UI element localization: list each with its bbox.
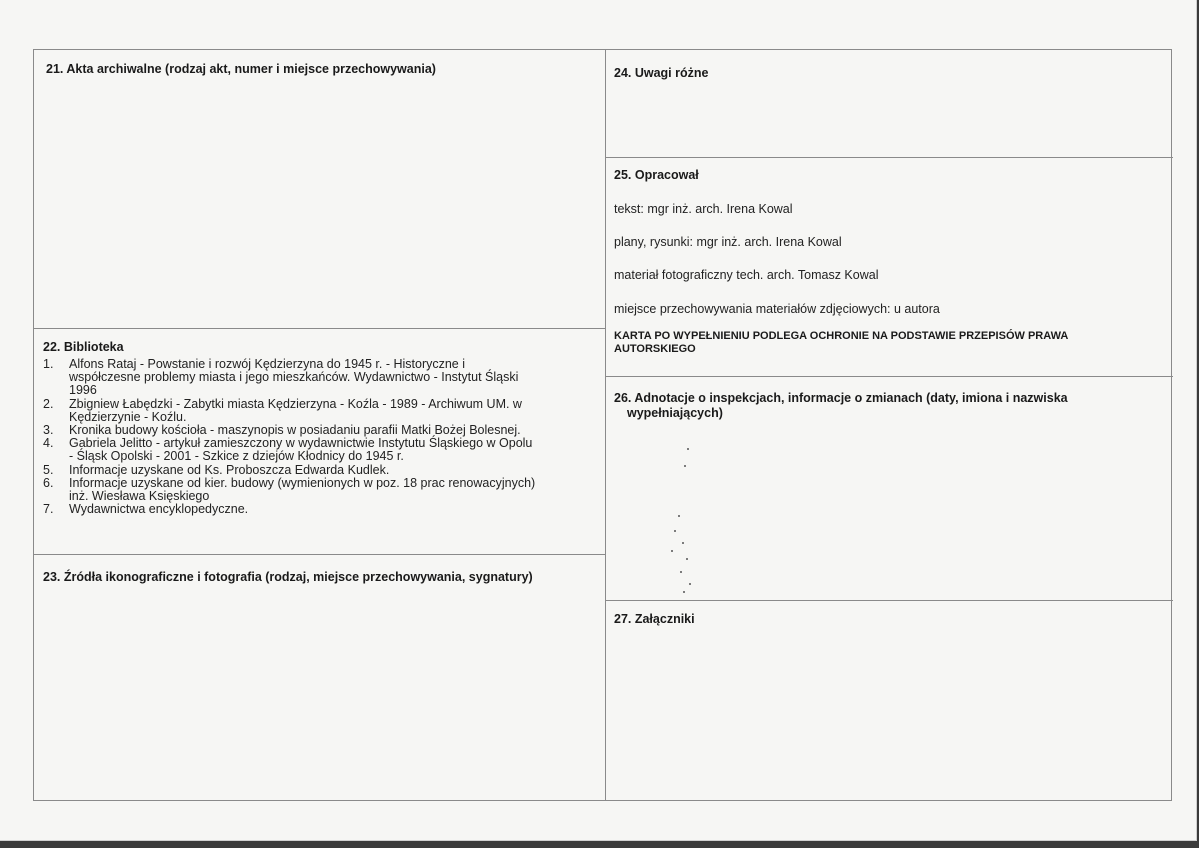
- list-item-number: 1.: [43, 357, 54, 371]
- list-item-line: Alfons Rataj - Powstanie i rozwój Kędzierzyna do 1945 r. - Historyczne i: [69, 357, 466, 371]
- divider-22-23: [34, 554, 605, 555]
- section-26-title-line: 26. Adnotacje o inspekcjach, informacje o zmianach (daty, imiona i nazwiska: [614, 391, 1068, 405]
- scan-speck: [689, 583, 691, 585]
- record-card-form: [33, 49, 1172, 801]
- section-24-title: 24. Uwagi różne: [614, 66, 709, 80]
- divider-21-22: [34, 328, 605, 329]
- list-item-number: 3.: [43, 423, 54, 438]
- scan-speck: [686, 558, 688, 560]
- list-item: [43, 503, 603, 516]
- list-item-number: 4.: [43, 436, 54, 451]
- list-item-number: 5.: [43, 462, 54, 477]
- list-item: [43, 358, 603, 398]
- list-item-number: 2.: [43, 396, 54, 411]
- copyright-notice-line: AUTORSKIEGO: [614, 343, 696, 355]
- list-item-line: Informacje uzyskane od kier. budowy (wymienionych w poz. 18 prac renowacyjnych): [69, 475, 536, 490]
- list-item-line: Kronika budowy kościoła - maszynopis w posiadaniu parafii Matki Bożej Bolesnej.: [69, 423, 521, 438]
- section-26-title-line: wypełniających): [627, 406, 723, 420]
- list-item: [43, 477, 603, 503]
- copyright-notice-line: KARTA PO WYPEŁNIENIU PODLEGA OCHRONIE NA PODSTAWIE PRZEPISÓW PRAWA: [614, 330, 1069, 342]
- list-item-line: - Śląsk Opolski - 2001 - Szkice z dziejów Kłodnicy do 1945 r.: [69, 449, 404, 464]
- list-item: [43, 464, 603, 477]
- bibliography-list: [43, 358, 603, 516]
- divider-26-27: [606, 600, 1173, 601]
- scan-speck: [684, 465, 686, 467]
- list-item-number: 6.: [43, 475, 54, 490]
- section-23-title: 23. Źródła ikonograficzne i fotografia (rodzaj, miejsce przechowywania, sygnatury): [43, 570, 533, 584]
- divider-24-25: [606, 157, 1173, 158]
- list-item-number: 7.: [43, 502, 54, 517]
- scan-speck: [674, 530, 676, 532]
- list-item-line: Gabriela Jelitto - artykuł zamieszczony w wydawnictwie Instytutu Śląskiego w Opolu: [69, 436, 533, 451]
- list-item-line: Kędzierzynie - Koźlu.: [69, 409, 187, 424]
- copyright-notice: [614, 330, 1068, 356]
- author-text: tekst: mgr inż. arch. Irena Kowal: [614, 202, 793, 216]
- scan-speck: [680, 571, 682, 573]
- list-item-line: 1996: [69, 383, 97, 398]
- list-item: [43, 437, 603, 463]
- list-item-line: Informacje uzyskane od Ks. Proboszcza Edwarda Kudlek.: [69, 462, 390, 477]
- section-21-title: 21. Akta archiwalne (rodzaj akt, numer i miejsce przechowywania): [46, 62, 436, 76]
- photo-storage: miejsce przechowywania materiałów zdjęciowych: u autora: [614, 302, 940, 316]
- list-item-line: Zbigniew Łabędzki - Zabytki miasta Kędzierzyna - Koźla - 1989 - Archiwum UM. w: [69, 396, 522, 411]
- author-plans: plany, rysunki: mgr inż. arch. Irena Kowal: [614, 235, 842, 249]
- scan-speck: [671, 550, 673, 552]
- scan-speck: [682, 542, 684, 544]
- list-item: [43, 398, 603, 424]
- section-26-title: [614, 391, 1068, 421]
- scan-speck: [678, 515, 680, 517]
- section-25-title: 25. Opracował: [614, 168, 699, 182]
- scan-speck: [683, 591, 685, 593]
- list-item-line: inż. Wiesława Księskiego: [69, 489, 210, 504]
- section-27-title: 27. Załączniki: [614, 612, 695, 626]
- column-divider: [605, 50, 606, 800]
- scan-speck: [687, 448, 689, 450]
- divider-25-26: [606, 376, 1173, 377]
- section-22-title: 22. Biblioteka: [43, 340, 124, 354]
- list-item-line: współczesne problemy miasta i jego mieszkańców. Wydawnictwo - Instytut Śląski: [69, 370, 519, 385]
- author-photo: materiał fotograficzny tech. arch. Tomasz Kowal: [614, 268, 879, 282]
- list-item-line: Wydawnictwa encyklopedyczne.: [69, 502, 249, 517]
